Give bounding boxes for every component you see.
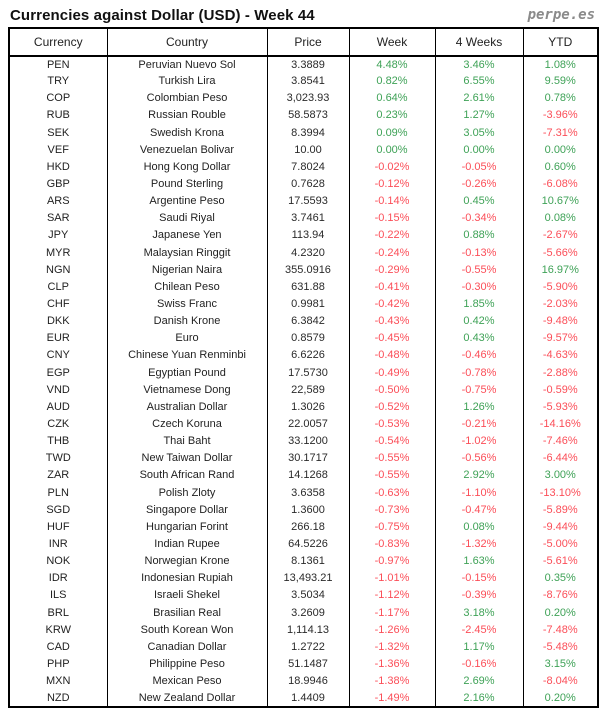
ytd-change-cell: -5.61% xyxy=(542,555,578,568)
ytd-change-cell: -5.89% xyxy=(542,503,578,516)
table-row xyxy=(9,416,598,433)
week-change-cell: -0.54% xyxy=(349,433,435,450)
ytd-change-cell: -14.16% xyxy=(539,418,581,431)
four-weeks-change-cell: -1.32% xyxy=(435,536,523,553)
week-change-cell: -0.24% xyxy=(349,245,435,262)
ytd-change-cell: -9.44% xyxy=(542,520,578,533)
four-weeks-change-cell: -0.13% xyxy=(435,245,523,262)
table-row xyxy=(9,639,598,656)
country-cell: Swiss Franc xyxy=(107,296,267,313)
country-cell: South African Rand xyxy=(107,467,267,484)
country-cell: Australian Dollar xyxy=(107,399,267,416)
country-cell: Argentine Peso xyxy=(107,193,267,210)
table-row xyxy=(9,347,598,364)
week-change-cell: -0.22% xyxy=(349,227,435,244)
currency-code-cell: SEK xyxy=(9,125,107,142)
four-weeks-change-cell: -0.30% xyxy=(435,279,523,296)
country-cell: Swedish Krona xyxy=(107,125,267,142)
week-change-cell: -0.55% xyxy=(349,450,435,467)
table-row xyxy=(9,313,598,330)
country-cell: Chilean Peso xyxy=(107,279,267,296)
four-weeks-change-cell: 1.63% xyxy=(435,553,523,570)
currency-code-cell: NZD xyxy=(9,690,107,707)
currency-code-cell: PLN xyxy=(9,485,107,502)
table-row xyxy=(9,502,598,519)
table-row xyxy=(9,193,598,210)
ytd-change-cell: -3.96% xyxy=(542,109,578,122)
four-weeks-change-cell: -0.78% xyxy=(435,365,523,382)
country-cell: Saudi Riyal xyxy=(107,210,267,227)
price-cell: 1.2722 xyxy=(267,639,349,656)
ytd-change-cell: -13.10% xyxy=(539,486,581,499)
ytd-change-cell: -5.93% xyxy=(542,400,578,413)
four-weeks-change-cell: -0.15% xyxy=(435,570,523,587)
week-change-cell: -0.50% xyxy=(349,382,435,399)
price-cell: 355.0916 xyxy=(267,262,349,279)
price-cell: 8.1361 xyxy=(267,553,349,570)
price-cell: 113.94 xyxy=(267,227,349,244)
ytd-change-cell: 3.00% xyxy=(544,469,576,482)
price-cell: 0.8579 xyxy=(267,330,349,347)
country-cell: Mexican Peso xyxy=(107,673,267,690)
currency-code-cell: VND xyxy=(9,382,107,399)
ytd-change-cell: -0.59% xyxy=(542,383,578,396)
currency-code-cell: AUD xyxy=(9,399,107,416)
week-change-cell: -0.48% xyxy=(349,347,435,364)
currency-code-cell: TWD xyxy=(9,450,107,467)
country-cell: New Taiwan Dollar xyxy=(107,450,267,467)
country-cell: Czech Koruna xyxy=(107,416,267,433)
currency-code-cell: PHP xyxy=(9,656,107,673)
table-row xyxy=(9,296,598,313)
currency-code-cell: CNY xyxy=(9,347,107,364)
country-cell: Hong Kong Dollar xyxy=(107,159,267,176)
price-cell: 8.3994 xyxy=(267,125,349,142)
price-cell: 3.3889 xyxy=(267,56,349,73)
col-header-ytd: YTD xyxy=(523,28,598,56)
country-cell: Brasilian Real xyxy=(107,605,267,622)
week-change-cell: -0.97% xyxy=(349,553,435,570)
country-cell: Indian Rupee xyxy=(107,536,267,553)
table-row xyxy=(9,245,598,262)
ytd-change-cell: -4.63% xyxy=(542,349,578,362)
table-row xyxy=(9,587,598,604)
four-weeks-change-cell: 1.26% xyxy=(435,399,523,416)
price-cell: 33.1200 xyxy=(267,433,349,450)
currency-code-cell: TRY xyxy=(9,73,107,90)
currency-code-cell: COP xyxy=(9,90,107,107)
country-cell: Chinese Yuan Renminbi xyxy=(107,347,267,364)
week-change-cell: 0.00% xyxy=(349,142,435,159)
titlebar xyxy=(0,0,604,27)
table-row xyxy=(9,142,598,159)
country-cell: Canadian Dollar xyxy=(107,639,267,656)
col-header-country: Country xyxy=(107,28,267,56)
four-weeks-change-cell: -0.46% xyxy=(435,347,523,364)
week-change-cell: -0.29% xyxy=(349,262,435,279)
four-weeks-change-cell: -0.21% xyxy=(435,416,523,433)
four-weeks-change-cell: 2.61% xyxy=(435,90,523,107)
table-header-row xyxy=(9,28,598,56)
currency-code-cell: HUF xyxy=(9,519,107,536)
four-weeks-change-cell: -0.05% xyxy=(435,159,523,176)
country-cell: Israeli Shekel xyxy=(107,587,267,604)
four-weeks-change-cell: 2.16% xyxy=(435,690,523,707)
country-cell: Turkish Lira xyxy=(107,73,267,90)
currency-code-cell: EUR xyxy=(9,330,107,347)
currency-code-cell: IDR xyxy=(9,570,107,587)
week-change-cell: -0.63% xyxy=(349,485,435,502)
table-row xyxy=(9,570,598,587)
week-change-cell: -0.14% xyxy=(349,193,435,210)
ytd-change-cell: -5.48% xyxy=(542,640,578,653)
currency-code-cell: ZAR xyxy=(9,467,107,484)
table-row xyxy=(9,176,598,193)
week-change-cell: -1.01% xyxy=(349,570,435,587)
price-cell: 1.3600 xyxy=(267,502,349,519)
week-change-cell: -1.17% xyxy=(349,605,435,622)
ytd-change-cell: -2.67% xyxy=(542,229,578,242)
currency-code-cell: GBP xyxy=(9,176,107,193)
table-row xyxy=(9,605,598,622)
week-change-cell: -0.02% xyxy=(349,159,435,176)
week-change-cell: -0.42% xyxy=(349,296,435,313)
page-title: Currencies against Dollar (USD) - Week 44 xyxy=(10,6,315,24)
ytd-change-cell: -2.03% xyxy=(542,298,578,311)
table-row xyxy=(9,56,598,73)
price-cell: 3.2609 xyxy=(267,605,349,622)
price-cell: 0.9981 xyxy=(267,296,349,313)
week-change-cell: -1.36% xyxy=(349,656,435,673)
price-cell: 3,023.93 xyxy=(267,90,349,107)
four-weeks-change-cell: 1.85% xyxy=(435,296,523,313)
four-weeks-change-cell: 3.05% xyxy=(435,125,523,142)
four-weeks-change-cell: -0.39% xyxy=(435,587,523,604)
ytd-change-cell: -5.90% xyxy=(542,280,578,293)
ytd-change-cell: 0.60% xyxy=(544,160,576,173)
currency-code-cell: CHF xyxy=(9,296,107,313)
ytd-change-cell: 3.15% xyxy=(544,657,576,670)
week-change-cell: -1.49% xyxy=(349,690,435,707)
country-cell: Singapore Dollar xyxy=(107,502,267,519)
ytd-change-cell: 0.78% xyxy=(544,92,576,105)
week-change-cell: -0.55% xyxy=(349,467,435,484)
ytd-change-cell: -7.31% xyxy=(542,126,578,139)
currency-code-cell: JPY xyxy=(9,227,107,244)
four-weeks-change-cell: -0.26% xyxy=(435,176,523,193)
ytd-change-cell: -6.08% xyxy=(542,178,578,191)
country-cell: Pound Sterling xyxy=(107,176,267,193)
country-cell: Indonesian Rupiah xyxy=(107,570,267,587)
four-weeks-change-cell: 6.55% xyxy=(435,73,523,90)
price-cell: 0.7628 xyxy=(267,176,349,193)
col-header-4weeks: 4 Weeks xyxy=(435,28,523,56)
week-change-cell: -0.52% xyxy=(349,399,435,416)
week-change-cell: -1.32% xyxy=(349,639,435,656)
week-change-cell: -1.26% xyxy=(349,622,435,639)
country-cell: South Korean Won xyxy=(107,622,267,639)
week-change-cell: 4.48% xyxy=(349,56,435,73)
ytd-change-cell: 16.97% xyxy=(541,263,579,276)
table-row xyxy=(9,399,598,416)
four-weeks-change-cell: 2.92% xyxy=(435,467,523,484)
week-change-cell: -0.43% xyxy=(349,313,435,330)
country-cell: Japanese Yen xyxy=(107,227,267,244)
currency-code-cell: ILS xyxy=(9,587,107,604)
price-cell: 6.3842 xyxy=(267,313,349,330)
ytd-change-cell: -2.88% xyxy=(542,366,578,379)
price-cell: 4.2320 xyxy=(267,245,349,262)
ytd-change-cell: 0.20% xyxy=(544,606,576,619)
price-cell: 266.18 xyxy=(267,519,349,536)
four-weeks-change-cell: 1.17% xyxy=(435,639,523,656)
ytd-change-cell: 0.20% xyxy=(544,691,576,704)
table-row xyxy=(9,553,598,570)
price-cell: 3.6358 xyxy=(267,485,349,502)
price-cell: 631.88 xyxy=(267,279,349,296)
week-change-cell: 0.09% xyxy=(349,125,435,142)
four-weeks-change-cell: 0.88% xyxy=(435,227,523,244)
week-change-cell: -1.38% xyxy=(349,673,435,690)
currency-code-cell: SGD xyxy=(9,502,107,519)
ytd-change-cell: -5.66% xyxy=(542,246,578,259)
table-row xyxy=(9,210,598,227)
currency-code-cell: INR xyxy=(9,536,107,553)
week-change-cell: -0.83% xyxy=(349,536,435,553)
ytd-change-cell: -7.46% xyxy=(542,435,578,448)
week-change-cell: -0.45% xyxy=(349,330,435,347)
four-weeks-change-cell: 3.18% xyxy=(435,605,523,622)
table-row xyxy=(9,673,598,690)
currency-code-cell: BRL xyxy=(9,605,107,622)
ytd-change-cell: -9.48% xyxy=(542,315,578,328)
table-body xyxy=(9,56,598,707)
week-change-cell: 0.23% xyxy=(349,107,435,124)
four-weeks-change-cell: -0.34% xyxy=(435,210,523,227)
price-cell: 64.5226 xyxy=(267,536,349,553)
currency-code-cell: KRW xyxy=(9,622,107,639)
country-cell: Nigerian Naira xyxy=(107,262,267,279)
country-cell: Danish Krone xyxy=(107,313,267,330)
price-cell: 6.6226 xyxy=(267,347,349,364)
ytd-change-cell: 0.08% xyxy=(544,212,576,225)
ytd-change-cell: 0.35% xyxy=(544,572,576,585)
week-change-cell: -0.53% xyxy=(349,416,435,433)
week-change-cell: 0.82% xyxy=(349,73,435,90)
table-row xyxy=(9,450,598,467)
price-cell: 22.0057 xyxy=(267,416,349,433)
table-row xyxy=(9,125,598,142)
price-cell: 30.1717 xyxy=(267,450,349,467)
currency-code-cell: HKD xyxy=(9,159,107,176)
table-row xyxy=(9,262,598,279)
four-weeks-change-cell: 0.00% xyxy=(435,142,523,159)
table-row xyxy=(9,467,598,484)
price-cell: 3.7461 xyxy=(267,210,349,227)
ytd-change-cell: -5.00% xyxy=(542,538,578,550)
table-row xyxy=(9,382,598,399)
currency-code-cell: NOK xyxy=(9,553,107,570)
four-weeks-change-cell: 0.45% xyxy=(435,193,523,210)
table-row xyxy=(9,622,598,639)
country-cell: Thai Baht xyxy=(107,433,267,450)
ytd-change-cell: 9.59% xyxy=(544,75,576,88)
four-weeks-change-cell: 1.27% xyxy=(435,107,523,124)
country-cell: Colombian Peso xyxy=(107,90,267,107)
four-weeks-change-cell: 0.42% xyxy=(435,313,523,330)
four-weeks-change-cell: -0.56% xyxy=(435,450,523,467)
currency-code-cell: CLP xyxy=(9,279,107,296)
currency-code-cell: SAR xyxy=(9,210,107,227)
country-cell: Hungarian Forint xyxy=(107,519,267,536)
ytd-change-cell: -9.57% xyxy=(542,332,578,345)
country-cell: Polish Zloty xyxy=(107,485,267,502)
currency-code-cell: PEN xyxy=(9,56,107,73)
week-change-cell: 0.64% xyxy=(349,90,435,107)
currency-code-cell: THB xyxy=(9,433,107,450)
four-weeks-change-cell: -0.75% xyxy=(435,382,523,399)
table-row xyxy=(9,159,598,176)
currency-code-cell: DKK xyxy=(9,313,107,330)
currency-code-cell: RUB xyxy=(9,107,107,124)
ytd-change-cell: -8.76% xyxy=(542,589,578,602)
ytd-change-cell: -6.44% xyxy=(542,452,578,465)
col-header-currency: Currency xyxy=(9,28,107,56)
price-cell: 22,589 xyxy=(267,382,349,399)
price-cell: 1,114.13 xyxy=(267,622,349,639)
price-cell: 3.8541 xyxy=(267,73,349,90)
table-row xyxy=(9,90,598,107)
table-row xyxy=(9,536,598,553)
price-cell: 1.4409 xyxy=(267,690,349,707)
ytd-change-cell: 0.00% xyxy=(544,143,576,156)
currency-table xyxy=(8,27,599,708)
table-row xyxy=(9,330,598,347)
country-cell: Euro xyxy=(107,330,267,347)
currency-code-cell: NGN xyxy=(9,262,107,279)
ytd-change-cell: -8.04% xyxy=(542,675,578,688)
country-cell: New Zealand Dollar xyxy=(107,690,267,707)
price-cell: 51.1487 xyxy=(267,656,349,673)
ytd-change-cell: -7.48% xyxy=(542,623,578,636)
four-weeks-change-cell: -0.16% xyxy=(435,656,523,673)
week-change-cell: -0.73% xyxy=(349,502,435,519)
table-row xyxy=(9,227,598,244)
table-row xyxy=(9,656,598,673)
table-row xyxy=(9,73,598,90)
four-weeks-change-cell: -2.45% xyxy=(435,622,523,639)
week-change-cell: -0.49% xyxy=(349,365,435,382)
four-weeks-change-cell: 0.08% xyxy=(435,519,523,536)
week-change-cell: -0.15% xyxy=(349,210,435,227)
week-change-cell: -0.75% xyxy=(349,519,435,536)
currency-code-cell: VEF xyxy=(9,142,107,159)
week-change-cell: -0.12% xyxy=(349,176,435,193)
ytd-change-cell: 1.08% xyxy=(544,58,576,71)
table-row xyxy=(9,365,598,382)
country-cell: Russian Rouble xyxy=(107,107,267,124)
four-weeks-change-cell: -0.55% xyxy=(435,262,523,279)
price-cell: 58.5873 xyxy=(267,107,349,124)
currency-code-cell: ARS xyxy=(9,193,107,210)
four-weeks-change-cell: 0.43% xyxy=(435,330,523,347)
currency-code-cell: CAD xyxy=(9,639,107,656)
price-cell: 10.00 xyxy=(267,142,349,159)
table-row xyxy=(9,690,598,707)
price-cell: 17.5730 xyxy=(267,365,349,382)
four-weeks-change-cell: -0.47% xyxy=(435,502,523,519)
country-cell: Vietnamese Dong xyxy=(107,382,267,399)
price-cell: 1.3026 xyxy=(267,399,349,416)
price-cell: 7.8024 xyxy=(267,159,349,176)
four-weeks-change-cell: -1.02% xyxy=(435,433,523,450)
four-weeks-change-cell: 2.69% xyxy=(435,673,523,690)
price-cell: 13,493.21 xyxy=(267,570,349,587)
table-row xyxy=(9,107,598,124)
currency-code-cell: MYR xyxy=(9,245,107,262)
price-cell: 14.1268 xyxy=(267,467,349,484)
table-row xyxy=(9,433,598,450)
table-row xyxy=(9,279,598,296)
country-cell: Egyptian Pound xyxy=(107,365,267,382)
price-cell: 18.9946 xyxy=(267,673,349,690)
four-weeks-change-cell: 3.46% xyxy=(435,56,523,73)
ytd-change-cell: 10.67% xyxy=(541,195,579,208)
week-change-cell: -1.12% xyxy=(349,587,435,604)
country-cell: Malaysian Ringgit xyxy=(107,245,267,262)
col-header-week: Week xyxy=(349,28,435,56)
country-cell: Norwegian Krone xyxy=(107,553,267,570)
price-cell: 3.5034 xyxy=(267,587,349,604)
country-cell: Peruvian Nuevo Sol xyxy=(107,56,267,73)
table-row xyxy=(9,485,598,502)
country-cell: Venezuelan Bolivar xyxy=(107,142,267,159)
week-change-cell: -0.41% xyxy=(349,279,435,296)
currency-code-cell: CZK xyxy=(9,416,107,433)
four-weeks-change-cell: -1.10% xyxy=(435,485,523,502)
currency-code-cell: MXN xyxy=(9,673,107,690)
country-cell: Philippine Peso xyxy=(107,656,267,673)
brand-logo: perpe.es xyxy=(527,7,595,23)
price-cell: 17.5593 xyxy=(267,193,349,210)
table-row xyxy=(9,519,598,536)
col-header-price: Price xyxy=(267,28,349,56)
currency-code-cell: EGP xyxy=(9,365,107,382)
